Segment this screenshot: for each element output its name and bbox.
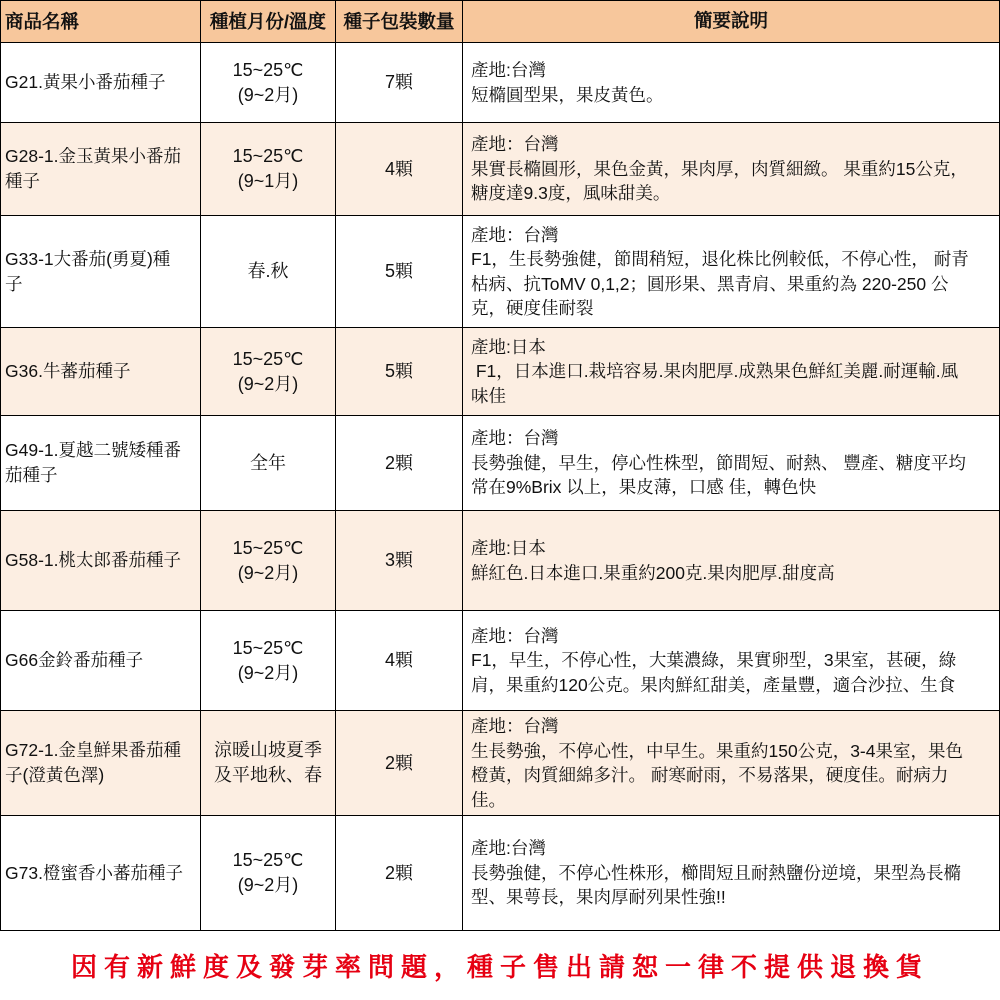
seed-quantity-cell xyxy=(336,216,463,327)
column-header-seed-quantity xyxy=(336,1,463,42)
product-name: G72-1.金皇鮮果番茄種 xyxy=(5,740,181,760)
description-line: 長勢強健，不停心性株形，櫛間短且耐熱鹽份逆境，果型為長橢 xyxy=(471,862,961,883)
temperature-range: 15~25℃ xyxy=(232,637,304,658)
product-name-cell xyxy=(1,816,201,930)
seed-quantity: 7顆 xyxy=(384,72,413,92)
origin: 產地：台灣 xyxy=(471,716,559,736)
description-line: 果實長橢圓形，果色金黃，果肉厚，肉質細緻。 果重約15公克， xyxy=(471,158,968,179)
description-cell xyxy=(463,511,999,610)
product-name: G58-1.桃太郎番茄種子 xyxy=(5,550,181,570)
planting-season: 全年 xyxy=(250,452,286,473)
description-cell xyxy=(463,611,999,710)
seed-quantity-cell xyxy=(336,816,463,930)
description-line: 常在9%Brix 以上，果皮薄，口感 佳，轉色快 xyxy=(471,477,817,498)
table-row xyxy=(1,43,999,123)
table-row xyxy=(1,328,999,416)
column-header-label: 種植月份/溫度 xyxy=(209,11,327,32)
product-name: G21.黃果小番茄種子 xyxy=(5,72,166,92)
seed-quantity-cell xyxy=(336,711,463,815)
planting-season: 涼暖山坡夏季 xyxy=(214,740,322,760)
column-header-label: 商品名稱 xyxy=(5,11,80,32)
seed-quantity: 5顆 xyxy=(384,261,413,281)
description-line: 糖度達9.3度，風味甜美。 xyxy=(471,183,671,204)
column-header-description xyxy=(463,1,999,42)
table-header-row xyxy=(1,1,999,43)
description-line: 克，硬度佳耐裂 xyxy=(471,298,594,318)
description-line: 佳。 xyxy=(471,789,506,810)
seed-quantity-cell xyxy=(336,328,463,415)
seed-quantity-cell xyxy=(336,43,463,122)
planting-season-cell xyxy=(201,511,336,610)
seed-quantity: 4顆 xyxy=(384,158,413,179)
product-name-cell xyxy=(1,43,201,122)
temperature-range: 15~25℃ xyxy=(232,348,304,369)
description-cell xyxy=(463,43,999,122)
planting-season-cell xyxy=(201,43,336,122)
return-policy-notice: 因有新鮮度及發芽率問題，種子售出請恕一律不提供退換貨 xyxy=(70,952,929,982)
description-line: 生長勢強，不停心性，中早生。果重約150公克，3-4果室，果色 xyxy=(471,740,963,761)
table-row xyxy=(1,216,999,328)
description-cell xyxy=(463,816,999,930)
origin: 產地：台灣 xyxy=(471,134,559,155)
description-cell xyxy=(463,711,999,815)
description-line: F1，日本進口.栽培容易.果肉肥厚.成熟果色鮮紅美麗.耐運輸.風 xyxy=(471,361,959,382)
product-name-cell xyxy=(1,216,201,327)
description-line: 型、果萼長，果肉厚耐列果性強!! xyxy=(471,887,726,908)
seed-quantity: 2顆 xyxy=(384,862,413,883)
column-header-label: 簡要說明 xyxy=(693,10,768,32)
seed-quantity-cell xyxy=(336,611,463,710)
description-cell xyxy=(463,216,999,327)
product-name: 種子 xyxy=(5,171,40,191)
temperature-range: 15~25℃ xyxy=(232,146,304,166)
seed-quantity-cell xyxy=(336,123,463,215)
seed-quantity-cell xyxy=(336,416,463,510)
description-line: 橙黃，肉質細綿多汁。 耐寒耐雨，不易落果，硬度佳。耐病力 xyxy=(471,765,949,785)
origin: 產地：台灣 xyxy=(471,625,559,646)
temperature-range: 15~25℃ xyxy=(232,59,304,80)
planting-months: (9~2月) xyxy=(237,373,299,394)
planting-season: 及平地秋、春 xyxy=(214,765,322,785)
table-row xyxy=(1,511,999,611)
planting-season: 春.秋 xyxy=(247,261,289,281)
table-row xyxy=(1,711,999,816)
column-header-label: 種子包裝數量 xyxy=(343,11,455,32)
planting-season-cell xyxy=(201,216,336,327)
product-name-cell xyxy=(1,611,201,710)
planting-months: (9~2月) xyxy=(237,84,299,105)
seed-quantity: 3顆 xyxy=(384,550,413,570)
origin: 產地:台灣 xyxy=(471,60,546,80)
description-line: 肩，果重約120公克。果肉鮮紅甜美，產量豐，適合沙拉、生食 xyxy=(471,674,956,695)
column-header-product-name xyxy=(1,1,201,42)
description-line: 枯病、抗ToMV 0,1,2；圓形果、黑青肩、果重約為 220-250 公 xyxy=(471,273,949,294)
planting-months: (9~2月) xyxy=(237,562,299,583)
seed-quantity-cell xyxy=(336,511,463,610)
temperature-range: 15~25℃ xyxy=(232,537,304,558)
product-name-cell xyxy=(1,511,201,610)
origin: 產地:日本 xyxy=(471,538,546,558)
column-header-planting-season xyxy=(201,1,336,42)
planting-season-cell xyxy=(201,416,336,510)
product-name: G66金鈴番茄種子 xyxy=(5,650,144,670)
table-row xyxy=(1,416,999,511)
product-name: G36.牛蕃茄種子 xyxy=(5,361,131,381)
description-line: 長勢強健，早生，停心性株型，節間短、耐熱、 豐產、糖度平均 xyxy=(471,452,966,473)
product-name-cell xyxy=(1,328,201,415)
planting-months: (9~2月) xyxy=(237,875,299,895)
description-cell xyxy=(463,416,999,510)
temperature-range: 15~25℃ xyxy=(232,850,304,870)
table-row xyxy=(1,123,999,216)
description-line: 短橢圓型果，果皮黃色。 xyxy=(471,84,664,105)
planting-season-cell xyxy=(201,123,336,215)
product-name-cell xyxy=(1,416,201,510)
planting-season-cell xyxy=(201,328,336,415)
origin: 產地：台灣 xyxy=(471,224,559,245)
description-cell xyxy=(463,328,999,415)
planting-months: (9~2月) xyxy=(237,662,299,683)
product-name: G49-1.夏越二號矮種番 xyxy=(5,440,181,460)
product-name: 子(澄黃色澤) xyxy=(5,765,105,785)
description-cell xyxy=(463,123,999,215)
origin: 產地:台灣 xyxy=(471,838,546,859)
product-name: 子 xyxy=(5,273,23,294)
seed-quantity: 2顆 xyxy=(384,452,413,473)
product-name: G73.橙蜜香小蕃茄種子 xyxy=(5,862,183,883)
description-line: F1，早生，不停心性，大葉濃綠，果實卵型，3果室，甚硬，綠 xyxy=(471,650,957,671)
product-name-cell xyxy=(1,711,201,815)
origin: 產地:日本 xyxy=(471,336,546,357)
seed-quantity: 2顆 xyxy=(384,752,413,773)
product-name: 茄種子 xyxy=(5,465,58,485)
planting-months: (9~1月) xyxy=(237,171,299,191)
seed-quantity: 4顆 xyxy=(384,650,413,670)
description-line: F1，生長勢強健，節間稍短，退化株比例較低，不停心性， 耐青 xyxy=(471,249,969,269)
product-name: G33-1大番茄(勇夏)種 xyxy=(5,248,171,269)
planting-season-cell xyxy=(201,711,336,815)
origin: 產地：台灣 xyxy=(471,428,559,449)
description-line: 味佳 xyxy=(471,385,506,406)
description-line: 鮮紅色.日本進口.果重約200克.果肉肥厚.甜度高 xyxy=(471,562,835,583)
product-name-cell xyxy=(1,123,201,215)
seed-quantity: 5顆 xyxy=(384,361,413,381)
planting-season-cell xyxy=(201,816,336,930)
table-row xyxy=(1,611,999,711)
planting-season-cell xyxy=(201,611,336,710)
product-name: G28-1.金玉黃果小番茄 xyxy=(5,146,181,166)
table-row xyxy=(1,816,999,931)
